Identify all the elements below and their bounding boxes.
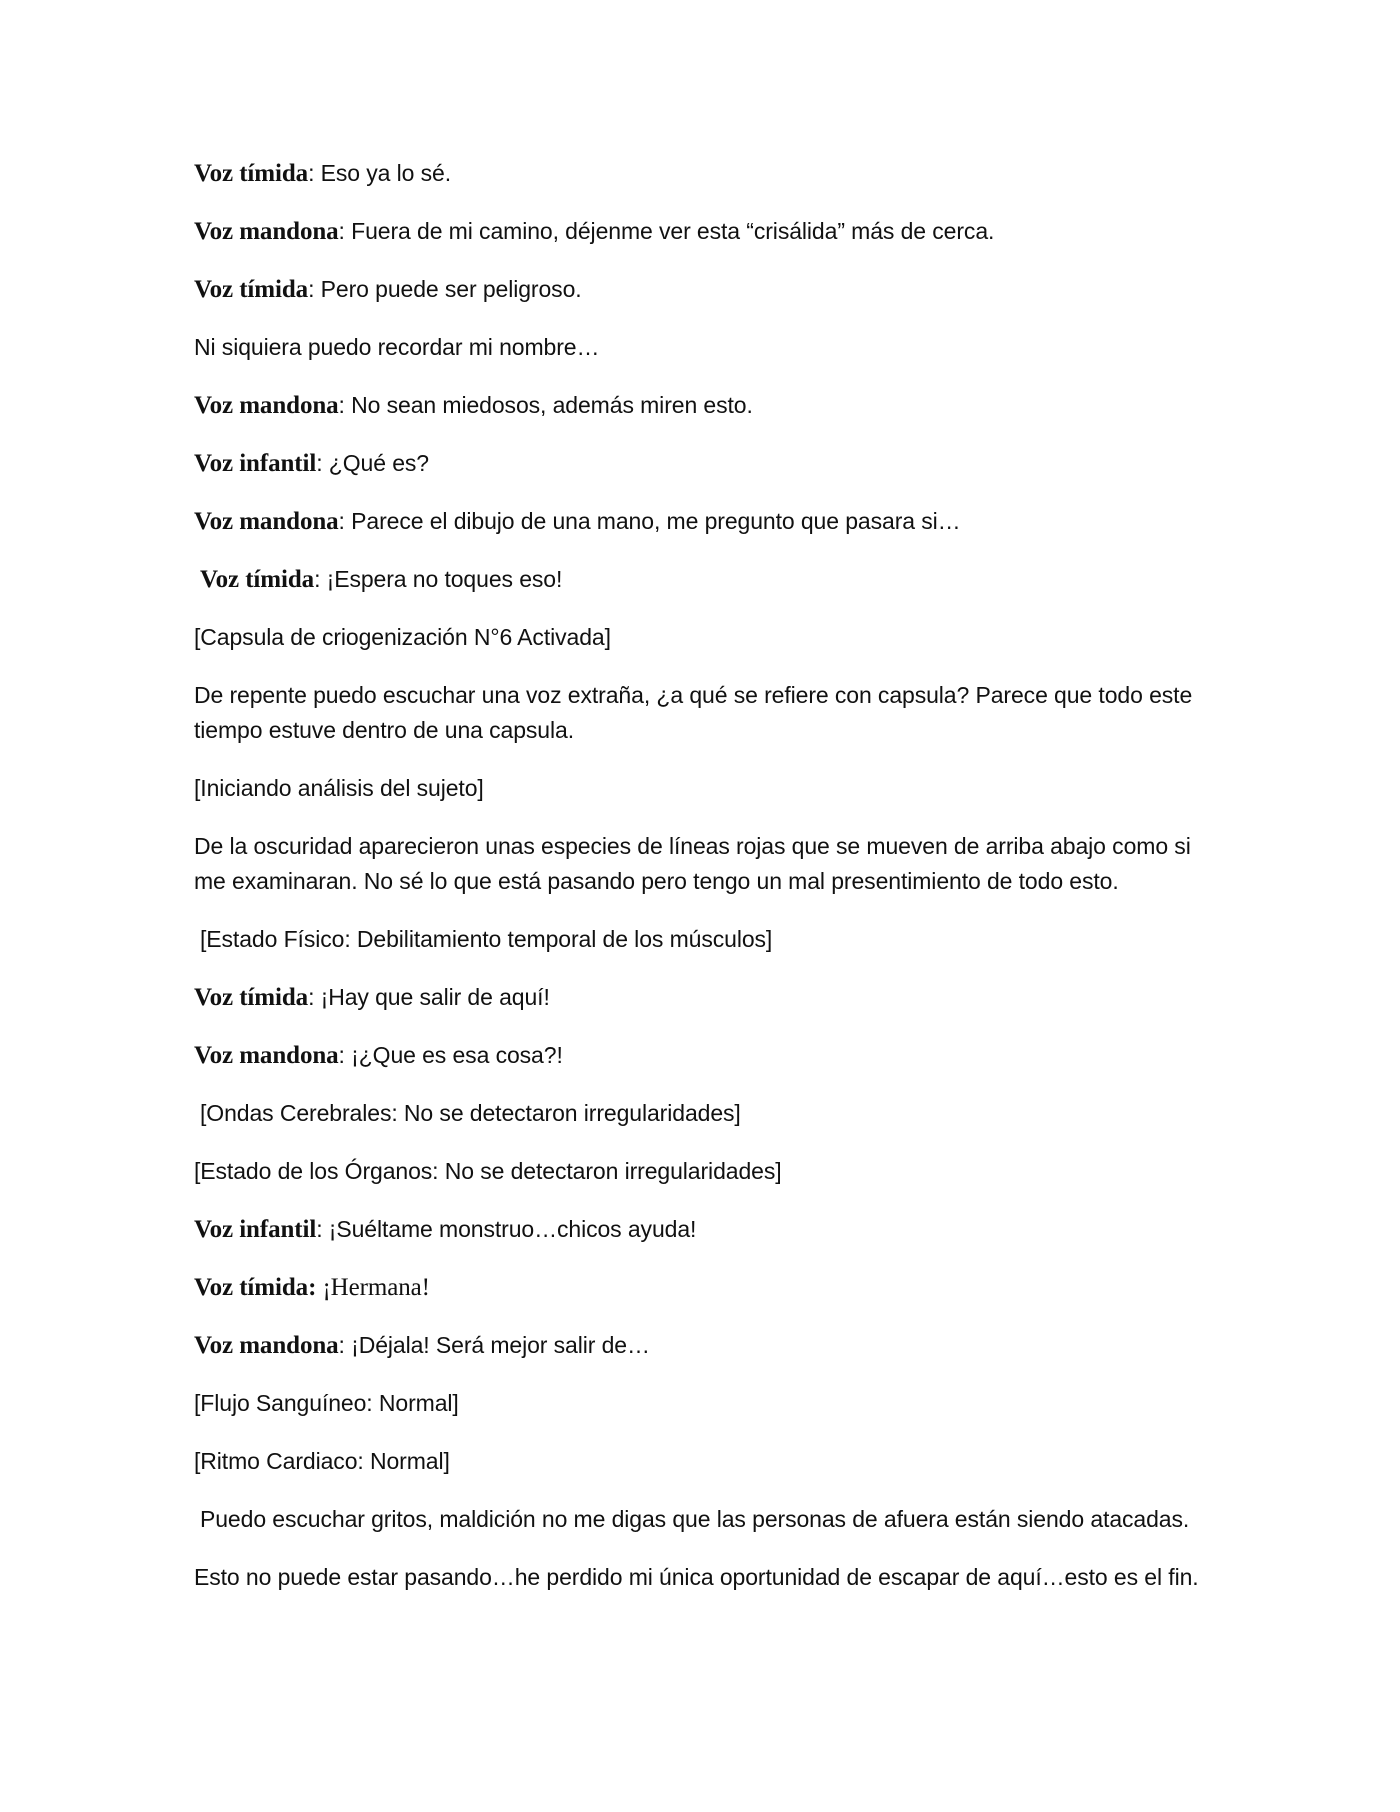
system-message: [Iniciando análisis del sujeto]	[194, 775, 484, 801]
speaker-name: Voz tímida	[194, 276, 309, 303]
dialogue-text: ¿Qué es?	[328, 450, 429, 476]
dialogue-text: No sean miedosos, además miren esto.	[351, 392, 753, 418]
dialogue-text: ¡Hay que salir de aquí!	[320, 984, 550, 1010]
narration-paragraph: Puedo escuchar gritos, maldición no me digas que las personas de afuera están siendo atacadas.	[200, 1506, 1190, 1532]
dialogue-text: ¡Suéltame monstruo…chicos ayuda!	[328, 1216, 697, 1242]
system-message: [Flujo Sanguíneo: Normal]	[194, 1390, 459, 1416]
speaker-name: Voz tímida	[194, 160, 309, 187]
narration-paragraph: Esto no puede estar pasando…he perdido mi única oportunidad de escapar de aquí…esto es el fin.	[194, 1564, 1199, 1590]
dialogue-line: Voz tímida: ¡Hermana!	[194, 1274, 430, 1301]
narration-paragraph: De la oscuridad aparecieron unas especies de líneas rojas que se mueven de arriba abajo como si me examinaran. No sé lo que está pasando pero tengo un mal presentimiento de todo esto.	[194, 833, 1191, 894]
speaker-name: Voz mandona	[194, 392, 339, 419]
dialogue-line: Voz tímida: ¡Hay que salir de aquí!	[194, 984, 550, 1011]
dialogue-line: Voz tímida: Eso ya lo sé.	[194, 160, 452, 187]
document-body	[194, 156, 1214, 1618]
speaker-name: Voz mandona	[194, 508, 339, 535]
dialogue-line: Voz mandona: ¡Déjala! Será mejor salir de…	[194, 1332, 650, 1359]
dialogue-text: ¡¿Que es esa cosa?!	[351, 1042, 563, 1068]
speaker-name: Voz tímida	[194, 984, 309, 1011]
dialogue-line: Voz mandona: Parece el dibujo de una mano, me pregunto que pasara si…	[194, 508, 961, 535]
dialogue-text: ¡Espera no toques eso!	[326, 566, 563, 592]
dialogue-line: Voz tímida: ¡Espera no toques eso!	[200, 566, 563, 593]
dialogue-line: Voz tímida: Pero puede ser peligroso.	[194, 276, 582, 303]
system-message: [Capsula de criogenización N°6 Activada]	[194, 624, 611, 650]
dialogue-line: Voz mandona: Fuera de mi camino, déjenme ver esta “crisálida” más de cerca.	[194, 218, 995, 245]
speaker-name: Voz mandona	[194, 1332, 339, 1359]
speaker-name: Voz tímida	[200, 566, 315, 593]
narration-paragraph: Ni siquiera puedo recordar mi nombre…	[194, 334, 600, 360]
dialogue-line: Voz infantil: ¿Qué es?	[194, 450, 429, 477]
speaker-name: Voz infantil	[194, 450, 317, 477]
dialogue-text: ¡Déjala! Será mejor salir de…	[351, 1332, 650, 1358]
dialogue-line: Voz mandona: ¡¿Que es esa cosa?!	[194, 1042, 563, 1069]
dialogue-text: Fuera de mi camino, déjenme ver esta “crisálida” más de cerca.	[351, 218, 995, 244]
dialogue-line: Voz infantil: ¡Suéltame monstruo…chicos ayuda!	[194, 1216, 697, 1243]
dialogue-line: Voz mandona: No sean miedosos, además miren esto.	[194, 392, 753, 419]
system-message: [Estado Físico: Debilitamiento temporal de los músculos]	[200, 926, 773, 952]
dialogue-text: ¡Hermana!	[322, 1274, 430, 1301]
system-message: [Ritmo Cardiaco: Normal]	[194, 1448, 450, 1474]
system-message: [Estado de los Órganos: No se detectaron irregularidades]	[194, 1158, 782, 1184]
speaker-name: Voz mandona	[194, 1042, 339, 1069]
speaker-name: Voz infantil	[194, 1216, 317, 1243]
narration-paragraph: De repente puedo escuchar una voz extraña, ¿a qué se refiere con capsula? Parece que todo este tiempo estuve dentro de una capsula.	[194, 682, 1193, 743]
speaker-name: Voz tímida	[194, 1274, 309, 1301]
dialogue-text: Parece el dibujo de una mano, me pregunto que pasara si…	[351, 508, 961, 534]
dialogue-text: Eso ya lo sé.	[320, 160, 452, 186]
dialogue-text: Pero puede ser peligroso.	[320, 276, 582, 302]
speaker-name: Voz mandona	[194, 218, 339, 245]
system-message: [Ondas Cerebrales: No se detectaron irregularidades]	[200, 1100, 741, 1126]
